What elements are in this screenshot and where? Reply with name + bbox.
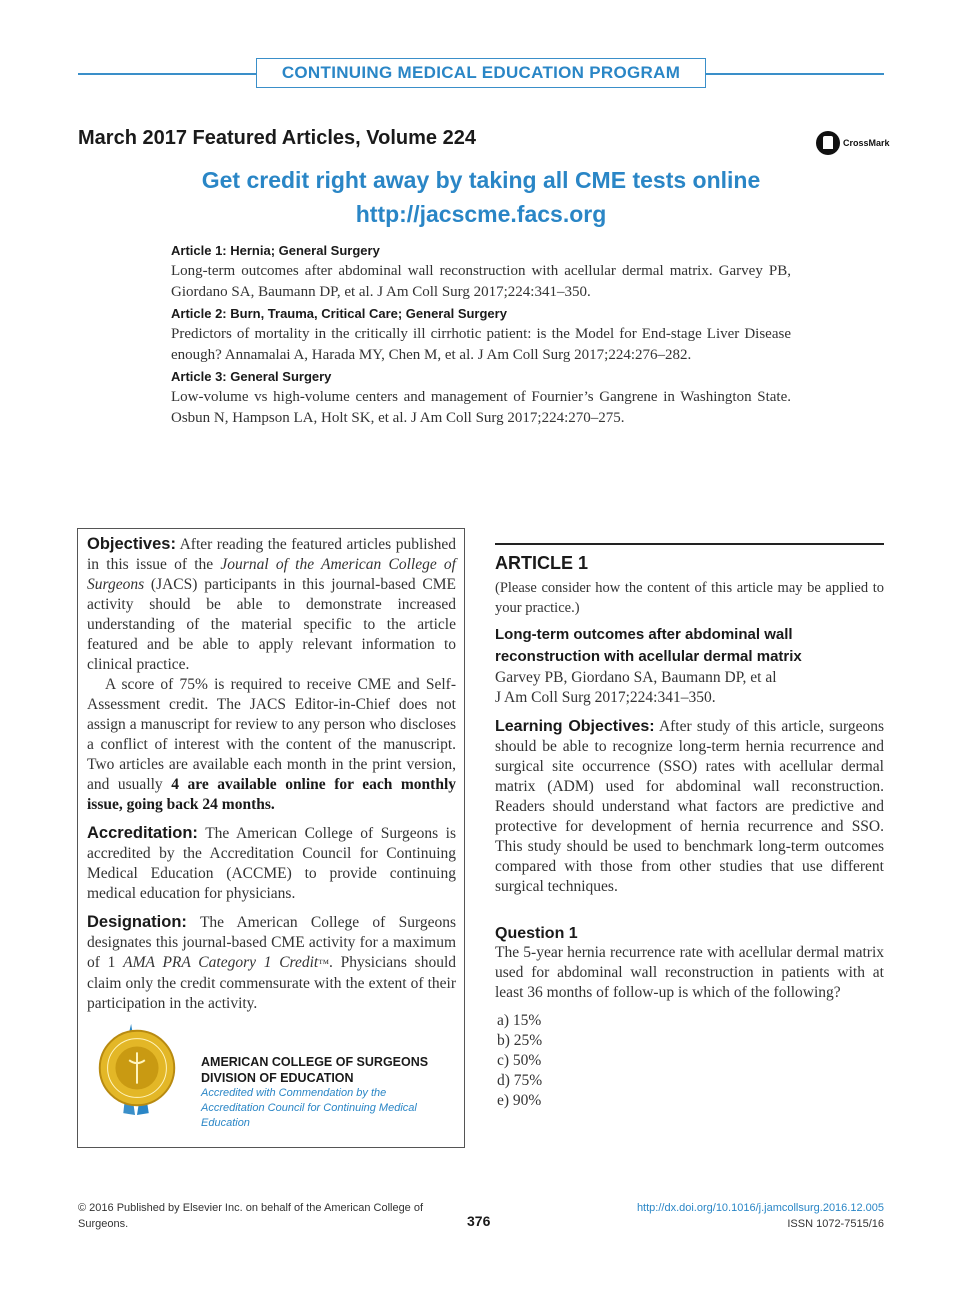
objectives-label: Objectives: xyxy=(87,535,176,553)
score-paragraph xyxy=(87,675,456,815)
objectives-box xyxy=(77,528,465,1148)
learning-objectives-paragraph xyxy=(495,717,884,897)
designation-text-a: The American College of Surgeons designates this journal-based CME activity for a maximum of 1 xyxy=(87,914,456,971)
score-text: A score of 75% is required to receive CME and Self-Assessment credit. The JACS Editor-in-Chief does not assign a manuscript for review to any person who discloses a conflict of interest with the content of the manuscript. Two articles are available each month in the print version, and usually xyxy=(87,676,456,793)
article-3-citation: Low-volume vs high-volume centers and management of Fournier’s Gangrene in Washington State. Osbun N, Hampson LA, Holt SK, et al. J Am Coll Surg 2017;224:270–275. xyxy=(171,389,791,426)
issn: ISSN 1072-7515/16 xyxy=(787,1218,884,1230)
learning-objectives-label: Learning Objectives: xyxy=(495,718,655,735)
acs-seal-logo xyxy=(88,1019,186,1117)
designation-text-b: . Physicians should claim only the credit commensurate with the extent of their participation in the activity. xyxy=(87,954,456,1012)
online-availability: 4 are available online for each monthly issue, going back 24 months. xyxy=(87,776,457,813)
banner-title: CONTINUING MEDICAL EDUCATION PROGRAM xyxy=(256,58,706,88)
article-1-column xyxy=(495,543,884,1111)
article-1-journal: J Am Coll Surg 2017;224:341–350. xyxy=(495,689,716,706)
question-1-heading: Question 1 xyxy=(495,925,578,942)
article-1-heading: Article 1: Hernia; General Surgery xyxy=(171,243,380,258)
designation-paragraph xyxy=(87,912,456,1014)
crossmark-badge[interactable] xyxy=(816,131,890,155)
featured-articles-title: March 2017 Featured Articles, Volume 224 xyxy=(78,127,476,149)
designation-label: Designation: xyxy=(87,913,187,931)
option-a: a) 15% xyxy=(497,1012,542,1029)
trademark: ™ xyxy=(318,958,330,970)
acs-commendation: Accredited with Commendation by the xyxy=(201,1087,387,1099)
option-d: d) 75% xyxy=(497,1072,543,1089)
crossmark-icon xyxy=(816,131,840,155)
article-1-label: ARTICLE 1 xyxy=(495,553,589,573)
answer-options xyxy=(497,1011,884,1111)
accreditation-label: Accreditation: xyxy=(87,824,198,842)
acs-division-block xyxy=(201,1054,464,1131)
question-1-text: The 5-year hernia recurrence rate with acellular dermal matrix used for abdominal wall reconstruction in patients with at least 36 months of follow-up is which of the following? xyxy=(495,944,884,1001)
ama-credit: AMA PRA Category 1 Credit xyxy=(123,954,319,971)
article-1-title: Long-term outcomes after abdominal wall reconstruction with acellular dermal matrix xyxy=(495,626,802,665)
option-e: e) 90% xyxy=(497,1092,542,1109)
copyright-notice: © 2016 Published by Elsevier Inc. on behalf of the American College of Surgeons. xyxy=(78,1202,424,1230)
objectives-text-b: (JACS) participants in this journal-based CME activity should be able to demonstrate increased understanding of the material specific to the article featured and be able to apply relevant information to clinical practice. xyxy=(87,576,456,673)
cme-banner xyxy=(78,58,884,88)
article-1-citation: Long-term outcomes after abdominal wall reconstruction with acellular dermal matrix. Garvey PB, Giordano SA, Baumann DP, et al. J Am Coll Surg 2017;224:341–350. xyxy=(171,263,791,300)
doi-link[interactable]: http://dx.doi.org/10.1016/j.jamcollsurg.2016.12.005 xyxy=(636,1202,884,1214)
promo-headline: Get credit right away by taking all CME tests online xyxy=(201,167,761,193)
objectives-paragraph xyxy=(87,534,456,675)
option-c: c) 50% xyxy=(497,1052,542,1069)
page-number: 376 xyxy=(467,1213,491,1229)
article-2-heading: Article 2: Burn, Trauma, Critical Care; General Surgery xyxy=(171,306,507,321)
article-rule xyxy=(495,543,884,545)
accreditation-paragraph xyxy=(87,823,456,904)
journal-name: Journal of the American College of Surgeons xyxy=(87,556,456,593)
article-2-citation: Predictors of mortality in the critically ill cirrhotic patient: is the Model for End-stage Liver Disease enough? Annamalai A, Harada MY, Chen M, et al. J Am Coll Surg 2017;224:276–282. xyxy=(171,326,791,363)
objectives-text-a: After reading the featured articles published in this issue of the xyxy=(87,536,456,573)
acs-name: AMERICAN COLLEGE OF SURGEONS xyxy=(201,1055,429,1069)
acs-division: DIVISION OF EDUCATION xyxy=(201,1071,354,1085)
learning-objectives-text: After study of this article, surgeons should be able to recognize long-term hernia recurrence and surgical site occurrence (SSO) rates with acellular dermal matrix (ADM) used for abdominal wall reconstruction. Readers should understand what factors are predictive and protective for development of hernia recurrence and SSO. This study should be used to benchmark long-term outcomes compared with those from other studies that use different surgical techniques. xyxy=(495,718,884,895)
accreditation-text: The American College of Surgeons is accredited by the Accreditation Council for Continuing Medical Education (ACCME) to provide continuing medical education for physicians. xyxy=(87,825,456,902)
article-3-heading: Article 3: General Surgery xyxy=(171,369,332,384)
footer-identifiers xyxy=(637,1200,884,1232)
crossmark-label: CrossMark xyxy=(843,138,890,148)
article-1-authors: Garvey PB, Giordano SA, Baumann DP, et al xyxy=(495,669,777,686)
option-b: b) 25% xyxy=(497,1032,543,1049)
acs-council: Accreditation Council for Continuing Medical Education xyxy=(201,1102,417,1129)
promo-url-link[interactable]: http://jacscme.facs.org xyxy=(355,201,607,227)
article-note: (Please consider how the content of this article may be applied to your practice.) xyxy=(495,580,884,616)
featured-articles-list xyxy=(171,243,791,432)
